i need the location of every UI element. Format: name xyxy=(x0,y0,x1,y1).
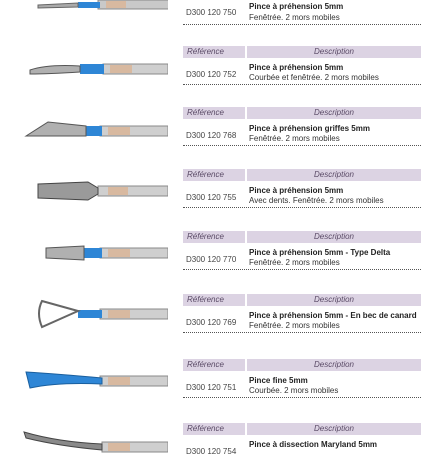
header-description: Description xyxy=(247,294,421,306)
header-description: Description xyxy=(247,169,421,181)
product-details: Avec dents. Fenêtrée. 2 mors mobiles xyxy=(249,196,384,205)
product-name: Pince à préhension 5mm xyxy=(249,2,344,11)
product-name: Pince à dissection Maryland 5mm xyxy=(249,440,378,449)
header-reference: Référence xyxy=(183,294,245,306)
toothed-grasper-image xyxy=(18,172,168,212)
fine-forceps-image xyxy=(18,362,168,402)
maryland-dissector-image xyxy=(18,428,168,468)
row-divider xyxy=(183,332,421,333)
row-divider xyxy=(183,24,421,25)
reference-code: D300 120 754 xyxy=(186,447,237,456)
reference-code: D300 120 750 xyxy=(186,8,237,17)
header-reference: Référence xyxy=(183,46,245,58)
row-divider xyxy=(183,269,421,270)
reference-code: D300 120 752 xyxy=(186,70,237,79)
header-description: Description xyxy=(247,231,421,243)
reference-code: D300 120 755 xyxy=(186,193,237,202)
reference-code: D300 120 769 xyxy=(186,318,237,327)
claw-grasper-image xyxy=(18,112,168,152)
product-details: Courbée. 2 mors mobiles xyxy=(249,386,339,395)
grasper-forceps-image xyxy=(18,0,168,28)
table-header xyxy=(183,107,421,119)
product-name: Pince à préhension 5mm xyxy=(249,186,344,195)
table-header xyxy=(183,231,421,243)
product-details: Fenêtrée. 2 mors mobiles xyxy=(249,321,340,330)
table-header xyxy=(183,46,421,58)
table-header xyxy=(183,423,421,435)
header-description: Description xyxy=(247,107,421,119)
reference-code: D300 120 768 xyxy=(186,131,237,140)
product-details: Courbée et fenêtrée. 2 mors mobiles xyxy=(249,73,379,82)
curved-grasper-image xyxy=(18,50,168,90)
product-name: Pince à préhension 5mm - Type Delta xyxy=(249,248,391,257)
product-name: Pince à préhension 5mm - En bec de canard xyxy=(249,311,417,320)
duckbill-grasper-image xyxy=(18,295,168,335)
table-header xyxy=(183,294,421,306)
header-reference: Référence xyxy=(183,359,245,371)
product-name: Pince à préhension 5mm xyxy=(249,63,344,72)
header-reference: Référence xyxy=(183,231,245,243)
product-name: Pince fine 5mm xyxy=(249,376,308,385)
reference-code: D300 120 770 xyxy=(186,255,237,264)
product-details: Fenêtrée. 2 mors mobiles xyxy=(249,258,340,267)
header-description: Description xyxy=(247,46,421,58)
table-header xyxy=(183,359,421,371)
row-divider xyxy=(183,84,421,85)
row-divider xyxy=(183,207,421,208)
product-name: Pince à préhension griffes 5mm xyxy=(249,124,370,133)
header-description: Description xyxy=(247,423,421,435)
header-reference: Référence xyxy=(183,107,245,119)
product-details: Fenêtrée. 2 mors mobiles xyxy=(249,13,340,22)
reference-code: D300 120 751 xyxy=(186,383,237,392)
row-divider xyxy=(183,145,421,146)
product-details: Fenêtrée. 2 mors mobiles xyxy=(249,134,340,143)
delta-grasper-image xyxy=(18,234,168,274)
header-reference: Référence xyxy=(183,423,245,435)
header-reference: Référence xyxy=(183,169,245,181)
row-divider xyxy=(183,397,421,398)
header-description: Description xyxy=(247,359,421,371)
table-header xyxy=(183,169,421,181)
